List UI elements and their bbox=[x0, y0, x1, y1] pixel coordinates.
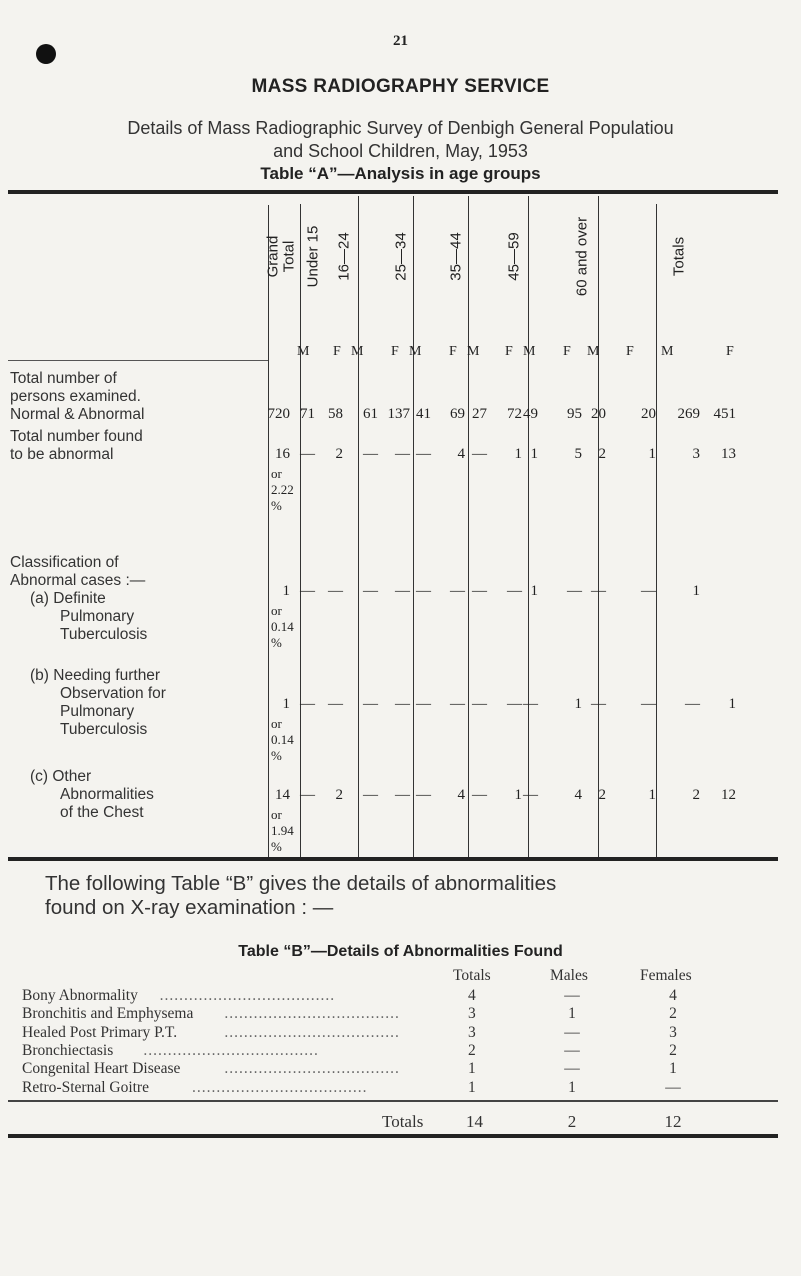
table-cell: 1 bbox=[728, 696, 736, 712]
table-cell: 13 bbox=[721, 446, 736, 462]
table-cell: — bbox=[591, 583, 606, 599]
totals-rule bbox=[8, 1100, 778, 1102]
column-header-0: Grand bbox=[264, 235, 282, 278]
paragraph-line-2: found on X-ray examination : — bbox=[45, 896, 334, 919]
cell-total: 3 bbox=[468, 1023, 476, 1041]
totals-label: Totals bbox=[382, 1112, 424, 1131]
grand-total-note: % bbox=[271, 839, 282, 854]
table-cell: 72 bbox=[507, 406, 522, 422]
row-label: persons examined. bbox=[10, 388, 141, 405]
grand-total-note: % bbox=[271, 748, 282, 763]
table-cell: 2 bbox=[692, 787, 700, 803]
mf-header: M bbox=[351, 344, 364, 359]
leader-dots: .................................... bbox=[224, 1060, 400, 1078]
grand-total-note: 0.14 bbox=[271, 732, 294, 747]
row-label: Classification of bbox=[10, 554, 119, 571]
column-header-6: 60 and over bbox=[573, 216, 591, 297]
cell-males: 1 bbox=[568, 1005, 576, 1023]
row-label: of the Chest bbox=[60, 804, 144, 821]
column-header-5: 45—59 bbox=[505, 232, 523, 281]
table-cell: — bbox=[328, 696, 343, 712]
table-cell: — bbox=[641, 696, 656, 712]
table-cell: 1 bbox=[514, 787, 522, 803]
table-cell: 451 bbox=[713, 406, 736, 422]
mf-header: M bbox=[467, 344, 480, 359]
table-cell: — bbox=[472, 583, 487, 599]
row-label: Total number of bbox=[10, 370, 117, 387]
row-label: Pulmonary bbox=[60, 608, 135, 625]
cell-females: — bbox=[665, 1078, 681, 1096]
cell-total: 1 bbox=[468, 1060, 476, 1078]
mf-header: F bbox=[726, 344, 734, 359]
table-a-title: Table “A”—Analysis in age groups bbox=[260, 164, 541, 183]
table-cell: 4 bbox=[457, 446, 465, 462]
mf-header: F bbox=[333, 344, 341, 359]
row-label: (b) Needing further bbox=[30, 667, 161, 684]
table-cell: — bbox=[363, 787, 378, 803]
table-cell: 71 bbox=[300, 406, 315, 422]
mf-header: M bbox=[587, 344, 600, 359]
table-cell: 3 bbox=[692, 446, 700, 462]
table-cell: 2 bbox=[335, 446, 343, 462]
row-label: Tuberculosis bbox=[60, 721, 148, 738]
header-females: Females bbox=[640, 967, 692, 984]
table-cell: 20 bbox=[641, 406, 656, 422]
row-label: Observation for bbox=[60, 685, 166, 702]
row-label: Total number found bbox=[10, 428, 143, 445]
header-totals: Totals bbox=[453, 967, 491, 984]
row-label: Bronchiectasis bbox=[22, 1041, 114, 1059]
mf-header: M bbox=[409, 344, 422, 359]
table-cell: 61 bbox=[363, 406, 378, 422]
leader-dots: .................................... bbox=[143, 1041, 319, 1059]
table-b-title: Table “B”—Details of Abnormalities Found bbox=[238, 943, 563, 960]
table-cell: — bbox=[416, 696, 431, 712]
grand-total-note: % bbox=[271, 498, 282, 513]
cell-total: 1 bbox=[468, 1078, 476, 1096]
grand-total-note: 1.94 bbox=[271, 823, 294, 838]
grand-total-note: % bbox=[271, 635, 282, 650]
table-cell: — bbox=[685, 696, 700, 712]
table-cell: — bbox=[472, 787, 487, 803]
page-heading: MASS RADIOGRAPHY SERVICE bbox=[251, 76, 550, 97]
mf-header: M bbox=[523, 344, 536, 359]
table-cell: 1 bbox=[574, 696, 582, 712]
row-label: Tuberculosis bbox=[60, 626, 148, 643]
table-cell: — bbox=[363, 696, 378, 712]
table-cell: — bbox=[523, 696, 538, 712]
column-header-0: Total bbox=[280, 240, 298, 273]
row-label: Abnormal cases :— bbox=[10, 572, 146, 589]
table-cell: — bbox=[641, 583, 656, 599]
table-cell: 137 bbox=[387, 406, 410, 422]
row-label: Abnormalities bbox=[60, 786, 154, 803]
table-cell: — bbox=[567, 583, 582, 599]
table-cell: — bbox=[328, 583, 343, 599]
table-cell: 2 bbox=[335, 787, 343, 803]
row-label: Bony Abnormality bbox=[22, 987, 138, 1004]
grand-total-note: or bbox=[271, 716, 282, 731]
column-header-2: 16—24 bbox=[335, 232, 353, 281]
row-label: to be abnormal bbox=[10, 446, 114, 463]
cell-males: — bbox=[564, 1023, 580, 1041]
table-cell: — bbox=[450, 583, 465, 599]
header-males: Males bbox=[550, 967, 588, 984]
table-cell: — bbox=[395, 583, 410, 599]
cell-females: 1 bbox=[669, 1060, 677, 1078]
grand-total-note: 2.22 bbox=[271, 482, 294, 497]
subtitle-line-2: and School Children, May, 1953 bbox=[273, 141, 528, 161]
table-cell: 1 bbox=[514, 446, 522, 462]
table-cell: — bbox=[395, 787, 410, 803]
row-label: Healed Post Primary P.T. bbox=[22, 1023, 178, 1041]
cell-total: 4 bbox=[468, 987, 476, 1004]
table-cell: 1 bbox=[648, 787, 656, 803]
table-cell: 49 bbox=[523, 406, 538, 422]
table-cell: — bbox=[450, 696, 465, 712]
row-label: Congenital Heart Disease bbox=[22, 1060, 181, 1078]
totals-males: 2 bbox=[567, 1112, 577, 1131]
mf-header: F bbox=[391, 344, 399, 359]
table-cell: 4 bbox=[574, 787, 582, 803]
cell-females: 2 bbox=[669, 1041, 677, 1059]
grand-total-cell: 1 bbox=[282, 696, 290, 712]
table-cell: — bbox=[507, 696, 522, 712]
cell-males: — bbox=[564, 1060, 580, 1078]
row-label: (a) Definite bbox=[30, 590, 106, 607]
row-label: (c) Other bbox=[30, 768, 92, 785]
cell-total: 3 bbox=[468, 1005, 476, 1023]
table-cell: 1 bbox=[530, 446, 538, 462]
cell-males: — bbox=[564, 987, 580, 1004]
table-cell: — bbox=[591, 696, 606, 712]
subtitle-line-1: Details of Mass Radiographic Survey of Denbigh General Populatiou bbox=[127, 118, 674, 138]
cell-males: — bbox=[564, 1041, 580, 1059]
leader-dots: .................................... bbox=[224, 1023, 400, 1041]
table-cell: 5 bbox=[574, 446, 582, 462]
mf-header: F bbox=[626, 344, 634, 359]
cell-total: 2 bbox=[468, 1041, 476, 1059]
row-label: Pulmonary bbox=[60, 703, 135, 720]
table-cell: — bbox=[416, 446, 431, 462]
page-number: 21 bbox=[393, 33, 408, 49]
table-cell: 27 bbox=[472, 406, 487, 422]
table-cell: 1 bbox=[648, 446, 656, 462]
column-header-3: 25—34 bbox=[392, 232, 410, 281]
table-cell: — bbox=[472, 696, 487, 712]
table-cell: 269 bbox=[677, 406, 700, 422]
table-cell: 1 bbox=[530, 583, 538, 599]
grand-total-cell: 14 bbox=[275, 787, 290, 803]
leader-dots: .................................... bbox=[159, 987, 336, 1004]
grand-total-cell: 720 bbox=[267, 406, 290, 422]
totals-total: 14 bbox=[466, 1112, 483, 1131]
table-cell: 2 bbox=[598, 446, 606, 462]
cell-females: 2 bbox=[669, 1005, 677, 1023]
table-cell: — bbox=[300, 583, 315, 599]
cell-females: 3 bbox=[669, 1023, 677, 1041]
mf-header: F bbox=[563, 344, 571, 359]
leader-dots: .................................... bbox=[192, 1078, 368, 1096]
totals-females: 12 bbox=[664, 1112, 682, 1131]
table-cell: 69 bbox=[450, 406, 465, 422]
column-header-4: 35—44 bbox=[447, 232, 465, 281]
grand-total-note: or bbox=[271, 603, 282, 618]
row-label: Retro-Sternal Goitre bbox=[22, 1078, 149, 1096]
table-cell: 12 bbox=[721, 787, 736, 803]
table-cell: — bbox=[472, 446, 487, 462]
column-header-1: Under 15 bbox=[304, 225, 322, 288]
grand-total-cell: 16 bbox=[275, 446, 290, 462]
table-cell: 95 bbox=[567, 406, 582, 422]
table-b-bottom-rule bbox=[8, 1134, 778, 1138]
mf-header: M bbox=[297, 344, 310, 359]
leader-dots: .................................... bbox=[224, 1005, 400, 1023]
table-cell: — bbox=[363, 583, 378, 599]
table-cell: 41 bbox=[416, 406, 431, 422]
table-cell: — bbox=[416, 583, 431, 599]
table-cell: 20 bbox=[591, 406, 606, 422]
table-cell: — bbox=[416, 787, 431, 803]
mf-header: M bbox=[661, 344, 674, 359]
table-cell: 1 bbox=[692, 583, 700, 599]
table-cell: — bbox=[300, 787, 315, 803]
table-cell: — bbox=[300, 696, 315, 712]
cell-females: 4 bbox=[669, 987, 677, 1004]
mf-header: F bbox=[505, 344, 513, 359]
cell-males: 1 bbox=[568, 1078, 576, 1096]
grand-total-note: or bbox=[271, 807, 282, 822]
table-cell: — bbox=[507, 583, 522, 599]
table-cell: 4 bbox=[457, 787, 465, 803]
table-cell: — bbox=[395, 696, 410, 712]
table-cell: 58 bbox=[328, 406, 343, 422]
paragraph-line-1: The following Table “B” gives the details of abnormalities bbox=[45, 872, 557, 895]
table-cell: — bbox=[523, 787, 538, 803]
table-cell: — bbox=[363, 446, 378, 462]
grand-total-cell: 1 bbox=[282, 583, 290, 599]
table-cell: 2 bbox=[598, 787, 606, 803]
table-cell: — bbox=[300, 446, 315, 462]
column-header-7: Totals bbox=[670, 236, 688, 277]
row-label: Bronchitis and Emphysema bbox=[22, 1005, 194, 1023]
table-cell: — bbox=[395, 446, 410, 462]
grand-total-note: or bbox=[271, 466, 282, 481]
row-label: Normal & Abnormal bbox=[10, 406, 145, 423]
mf-header: F bbox=[449, 344, 457, 359]
grand-total-note: 0.14 bbox=[271, 619, 294, 634]
